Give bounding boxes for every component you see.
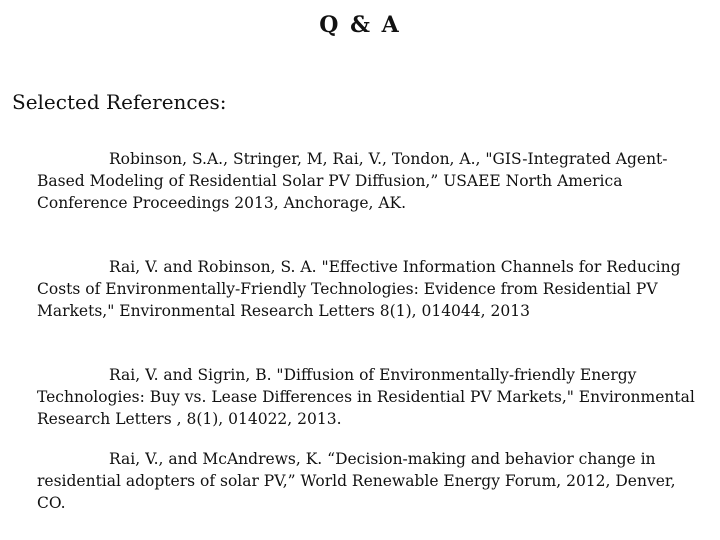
reference-item: Rai, V. and Robinson, S. A. "Effective Information Channels for Reducing Costs of Environmentally-Friendly Technologies: Evidence from Residential PV Markets," Environmental Research Letters 8(1), 014044, 2013 [37,258,681,320]
slide-title: Q & A [319,12,401,38]
reference-item: Robinson, S.A., Stringer, M, Rai, V., Tondon, A., "GIS-Integrated Agent-Based Modeling of Residential Solar PV Diffusion,” USAEE North America Conference Proceedings 2013, Anchorage, AK. [37,150,668,212]
reference-item: Rai, V., and McAndrews, K. “Decision-making and behavior change in residential adopters of solar PV,” World Renewable Energy Forum, 2012, Denver, CO. [37,450,676,512]
references-list [37,148,707,514]
references-heading: Selected References: [12,90,227,114]
reference-item: Rai, V. and Sigrin, B. "Diffusion of Environmentally-friendly Energy Technologies: Buy vs. Lease Differences in Residential PV Markets," Environmental Research Letters , 8(1), 014022, 2013. [37,366,695,428]
